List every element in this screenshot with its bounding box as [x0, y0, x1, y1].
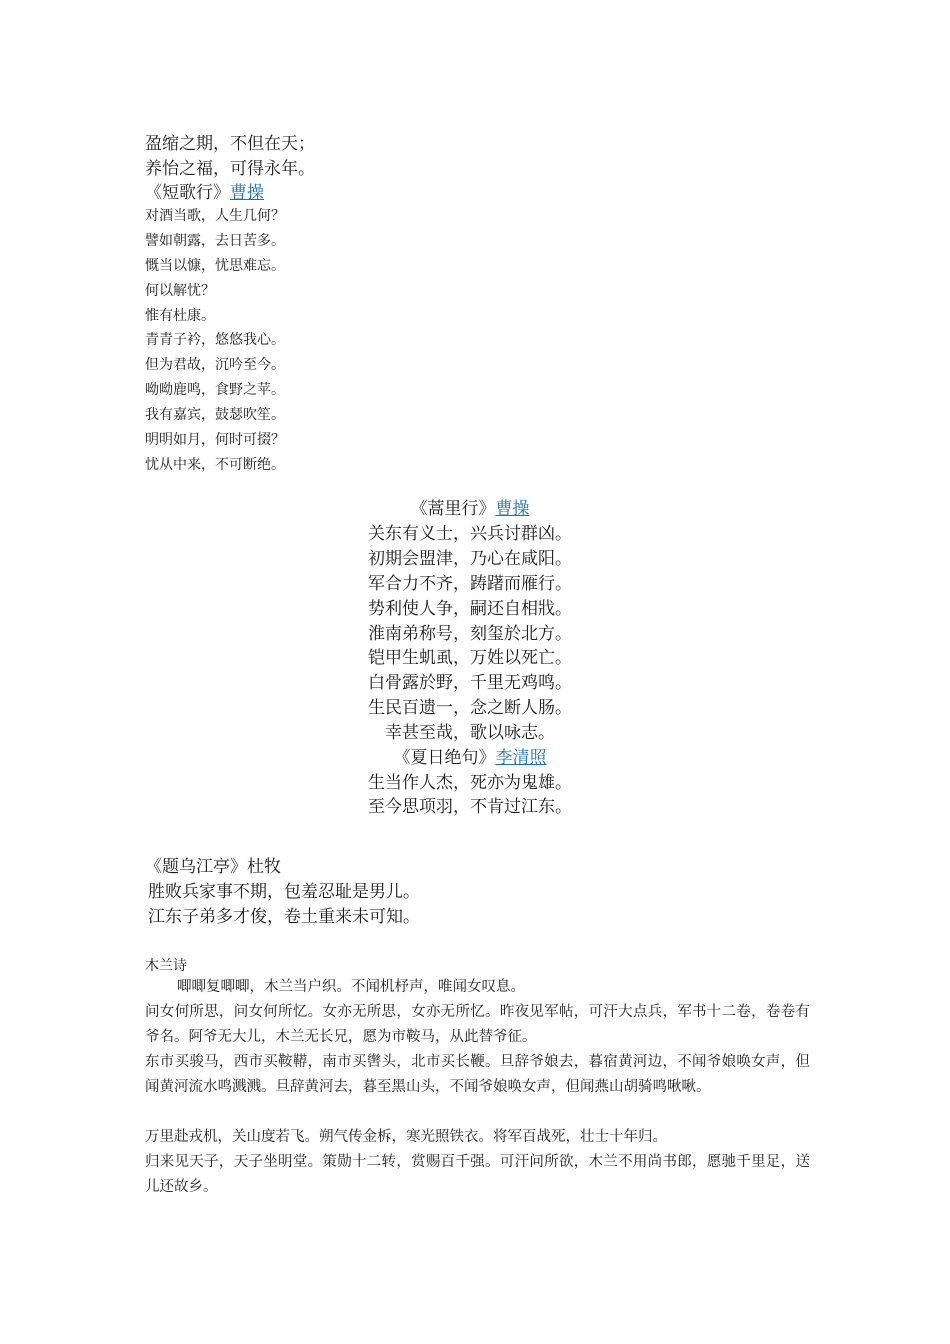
poem-title: 《蒿里行》: [410, 499, 496, 519]
poem-line: 生民百遗一，念之断人肠。: [368, 698, 572, 718]
poem-line: 白骨露於野，千里无鸡鸣。: [368, 673, 572, 693]
poem-line: 呦呦鹿鸣，食野之苹。: [145, 382, 285, 398]
opening-line: 养怡之福，可得永年。: [145, 159, 315, 179]
poem-title-duange: [145, 178, 264, 203]
poem-title-xiari: [300, 743, 640, 768]
author-link-caocao[interactable]: 曹操: [230, 183, 264, 203]
poem-line: 对酒当歌，人生几何？: [145, 208, 285, 224]
poem-line: 军合力不齐，踌躇而雁行。: [368, 574, 572, 594]
poem-line: 但为君故，沉吟至今。: [145, 357, 285, 373]
opening-line: 盈缩之期，不但在天；: [145, 134, 315, 154]
poem-line: 淮南弟称号，刻玺於北方。: [368, 624, 572, 644]
poem-line: 铠甲生虮虱，万姓以死亡。: [368, 648, 572, 668]
poem-line: 关东有义士，兴兵讨群凶。: [368, 524, 572, 544]
poem-title-mulan: 木兰诗: [145, 958, 187, 974]
poem-line: 忧从中来，不可断绝。: [145, 457, 285, 473]
poem-title: 《短歌行》: [145, 183, 230, 203]
poem-line: 胜败兵家事不期，包羞忍耻是男儿。: [148, 882, 420, 902]
poem-title-wujiang: 《题乌江亭》杜牧: [145, 857, 281, 877]
mulan-paragraph: 东市买骏马，西市买鞍鞯，南市买辔头，北市买长鞭。旦辞爷娘去，暮宿黄河边，不闻爷娘唤女声，但闻黄河流水鸣溅溅。旦辞黄河去，暮至黑山头，不闻爷娘唤女声，但闻燕山胡骑鸣啾啾。: [145, 1054, 810, 1095]
poem-line: 至今思项羽，不肯过江东。: [368, 797, 572, 817]
poem-line: 明明如月，何时可掇？: [145, 432, 285, 448]
mulan-paragraph: 归来见天子，天子坐明堂。策勋十二转，赏赐百千强。可汗问所欲，木兰不用尚书郎，愿驰千里足，送儿还故乡。: [145, 1154, 810, 1195]
poem-line: 何以解忧？: [145, 283, 215, 299]
poem-line: 慨当以慷，忧思难忘。: [145, 258, 285, 274]
poem-title-haoli: [300, 494, 640, 519]
author-link-caocao[interactable]: 曹操: [495, 499, 530, 519]
poem-line: 青青子衿，悠悠我心。: [145, 332, 285, 348]
poem-title: 《夏日绝句》: [393, 748, 496, 768]
poem-line: 惟有杜康。: [145, 308, 215, 324]
poem-line: 江东子弟多才俊，卷土重来未可知。: [148, 907, 420, 927]
mulan-paragraph: 唧唧复唧唧，木兰当户织。不闻机杼声，唯闻女叹息。: [177, 979, 525, 995]
poem-line: 譬如朝露，去日苦多。: [145, 233, 285, 249]
poem-line: 生当作人杰，死亦为鬼雄。: [368, 773, 572, 793]
poem-line: 初期会盟津，乃心在咸阳。: [368, 549, 572, 569]
poem-line: 我有嘉宾，鼓瑟吹笙。: [145, 407, 285, 423]
mulan-paragraph: 问女何所思，问女何所忆。女亦无所思，女亦无所忆。昨夜见军帖，可汗大点兵，军书十二卷，卷卷有爷名。阿爷无大儿，木兰无长兄，愿为市鞍马，从此替爷征。: [145, 1004, 810, 1045]
author-link-liqingzhao[interactable]: 李清照: [495, 748, 547, 768]
mulan-paragraph: 万里赴戎机，关山度若飞。朔气传金柝，寒光照铁衣。将军百战死，壮士十年归。: [145, 1129, 667, 1145]
poem-line: 幸甚至哉，歌以咏志。: [385, 723, 555, 743]
poem-line: 势利使人争，嗣还自相戕。: [368, 599, 572, 619]
